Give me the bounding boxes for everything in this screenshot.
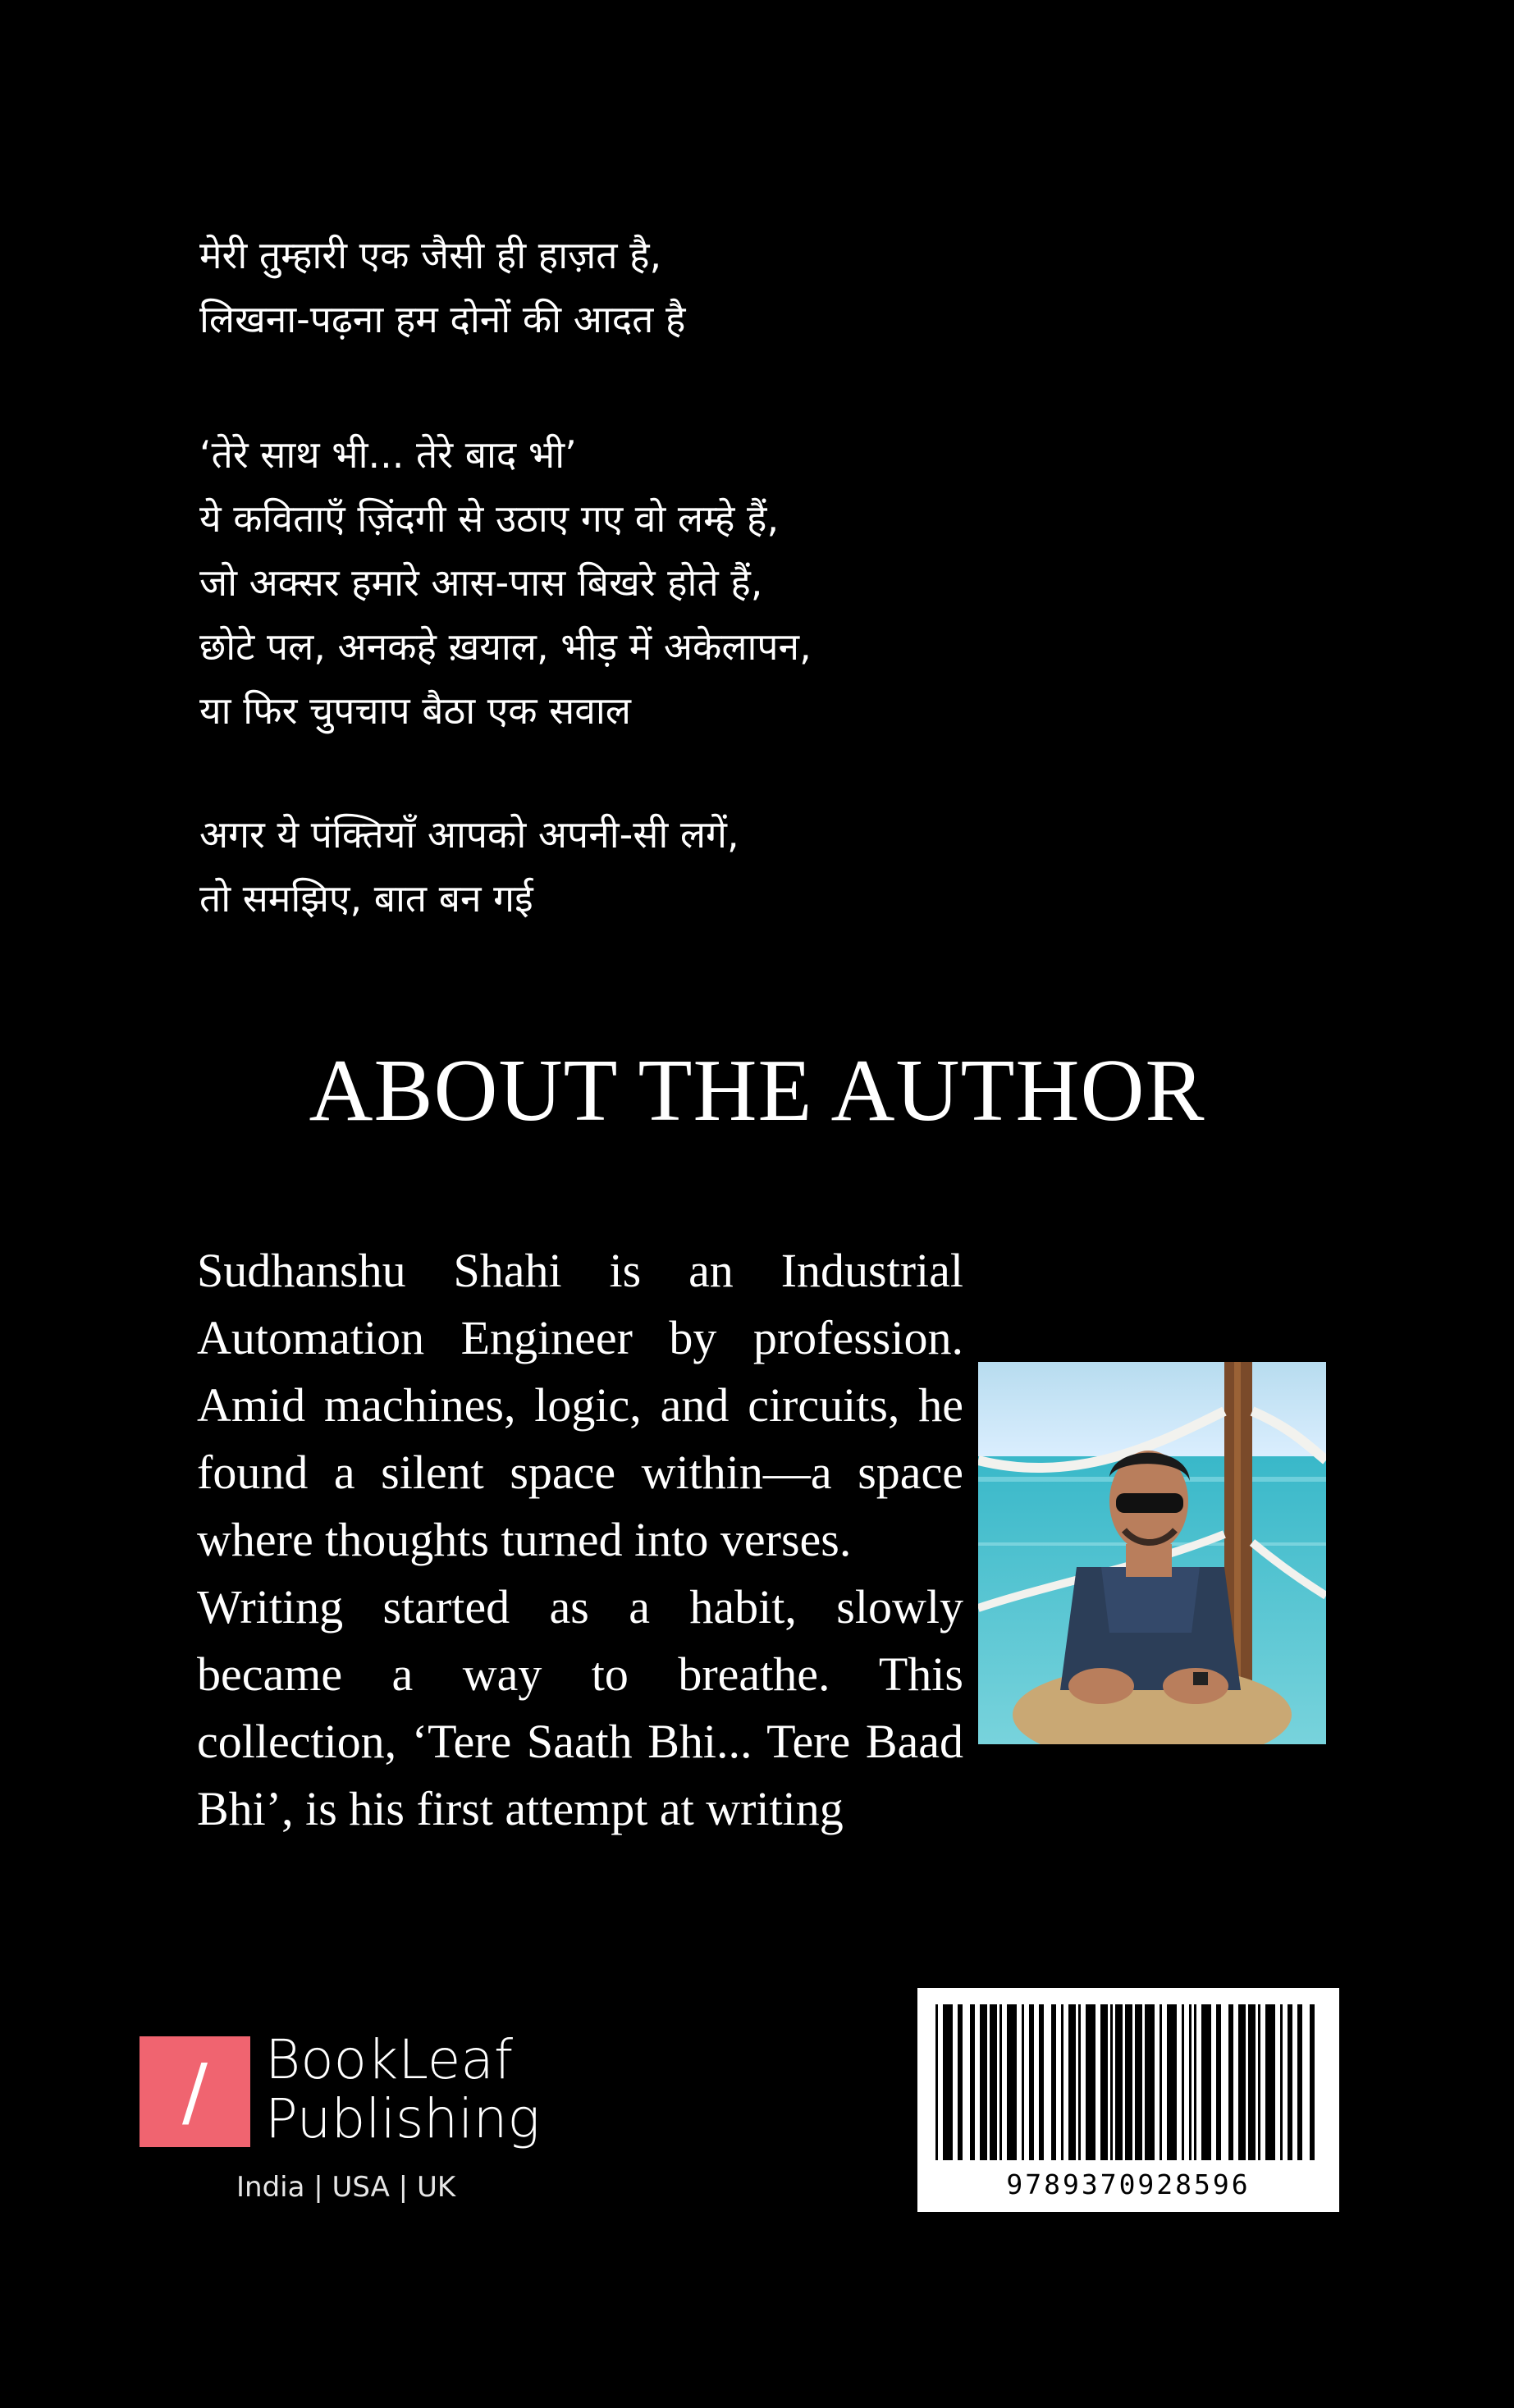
poem-line: लिखना-पढ़ना हम दोनों की आदत है [199,297,686,341]
barcode-bar [1238,2004,1246,2160]
author-bio [197,1237,963,1843]
barcode-bar [1068,2004,1076,2160]
isbn-number: 9789370928596 [1006,2168,1251,2200]
barcode-bar [943,2004,953,2160]
poem-line: ये कविताएँ ज़िंदगी से उठाए गए वो लम्हे हैं, [199,496,780,541]
barcode-bar [1125,2004,1132,2160]
publisher-name [265,2028,541,2150]
poem-line: जो अक्सर हमारे आस-पास बिखरे होते हैं, [199,560,763,605]
barcode-bar [1061,2004,1063,2160]
barcode-bar [1216,2004,1221,2160]
isbn-barcode [917,1988,1339,2212]
barcode-bar [1160,2004,1162,2160]
poem-stanza-1 [199,223,685,351]
poem-line: ‘तेरे साथ भी... तेरे बाद भी’ [199,432,577,477]
publisher-name-line2: Publishing [265,2087,541,2150]
about-author-heading: ABOUT THE AUTHOR [309,1042,1205,1140]
poem-line: या फिर चुपचाप बैठा एक सवाल [199,688,631,733]
bio-paragraph: Writing started as a habit, slowly became a way to breathe. This collection, ‘Tere Saath Bhi... Tere Baad Bhi’, is his first attempt at writing [197,1580,963,1835]
barcode-bar [1022,2004,1024,2160]
barcode-bar [1201,2004,1211,2160]
barcode-bar [1182,2004,1184,2160]
bio-paragraph: Sudhanshu Shahi is an Industrial Automation Engineer by profession. Amid machines, logic, and circuits, he found a silent space within—a space where thoughts turned into verses. [197,1244,963,1566]
barcode-bar [970,2004,975,2160]
barcode-bar [1135,2004,1142,2160]
barcode-bar [958,2004,963,2160]
poem-stanza-2 [199,423,812,743]
poem-line: छोटे पल, अनकहे ख़याल, भीड़ में अकेलापन, [199,624,812,669]
barcode-bar [1248,2004,1256,2160]
barcode-bar [1265,2004,1275,2160]
author-photo [978,1362,1326,1744]
poem-line: मेरी तुम्हारी एक जैसी ही हाज़त है, [199,233,662,277]
publisher-logo [140,2036,250,2147]
barcode-bar [1167,2004,1177,2160]
publisher-locations: India | USA | UK [236,2171,456,2204]
poem-line: तो समझिए, बात बन गई [199,876,533,921]
barcode-bar [1086,2004,1095,2160]
barcode-bar [1228,2004,1233,2160]
barcode-bar [1145,2004,1155,2160]
slash-icon: / [182,2048,208,2136]
barcode-bar [1051,2004,1056,2160]
barcode-bar [1288,2004,1292,2160]
poem-stanza-3 [199,802,739,930]
barcode-bar [1297,2004,1302,2160]
poem-line: अगर ये पंक्तियाँ आपको अपनी-सी लगें, [199,812,739,857]
barcode-bar [1039,2004,1044,2160]
barcode-bar [1189,2004,1192,2160]
barcode-bar [999,2004,1002,2160]
barcode-bar [1310,2004,1315,2160]
barcode-bar [1100,2004,1108,2160]
barcode-bar [1258,2004,1260,2160]
barcode-bar [1110,2004,1113,2160]
barcode-bar [1007,2004,1017,2160]
barcode-bar [1078,2004,1081,2160]
barcode-bar [1280,2004,1283,2160]
barcode-bar [990,2004,997,2160]
barcode-bar [1115,2004,1123,2160]
publisher-name-line1: BookLeaf [265,2028,514,2091]
barcode-bar [935,2004,938,2160]
barcode-bar [980,2004,987,2160]
barcode-bar [1194,2004,1196,2160]
barcode-bar [1029,2004,1034,2160]
